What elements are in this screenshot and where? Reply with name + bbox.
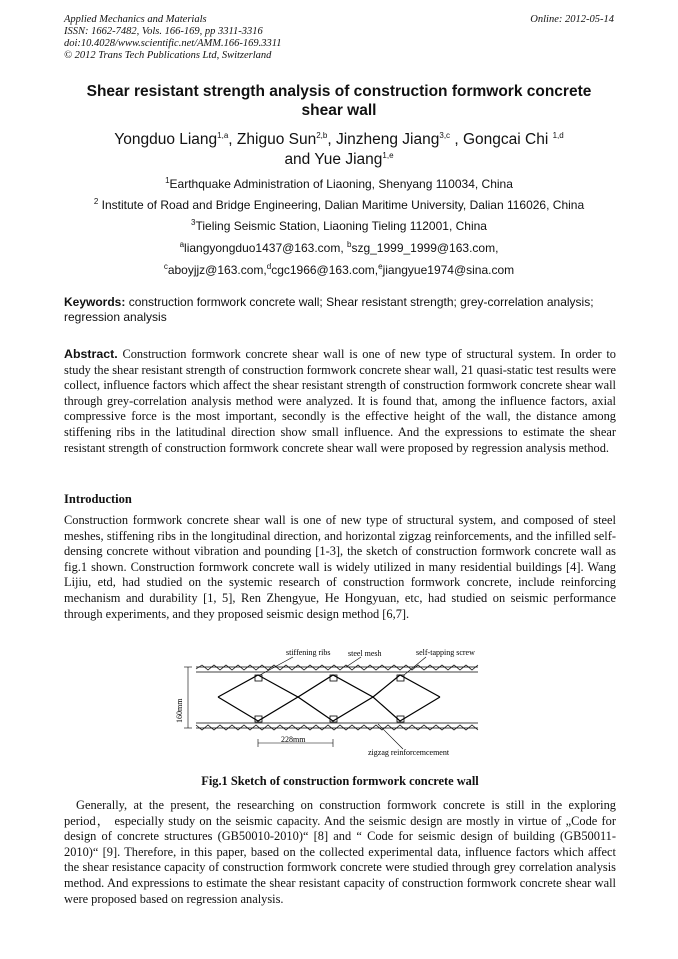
affiliation-text: Earthquake Administration of Liaoning, Shenyang 110034, China bbox=[169, 177, 513, 191]
label-steel-mesh: steel mesh bbox=[348, 649, 382, 658]
wall-top-edge bbox=[196, 665, 478, 672]
affiliation-text: Institute of Road and Bridge Engineering, Dalian Maritime University, Dalian 116026, China bbox=[98, 198, 585, 212]
author-name: Jinzheng Jiang bbox=[335, 131, 440, 148]
online-date: Online: 2012-05-14 bbox=[530, 14, 614, 25]
affiliation-num: 1 bbox=[165, 176, 170, 185]
author-name: Yongduo Liang bbox=[114, 131, 218, 148]
author-sep: , bbox=[450, 131, 463, 148]
author-list bbox=[64, 130, 614, 170]
paragraph-2: Generally, at the present, the researching on construction formwork concrete is still in the exploring period， especially study on the seismic capacity. And the seismic design are mostly in virtue of „Code for design of concrete structures (GB50010-2010)“ [8] and “ Code for seismic design of building (GB50011-2010)“ [9]. Therefore, in this paper, based on the collected experimental data, influence factors which affect the shear resistance capacity of construction formwork concrete were studied through grey correlation analysis method. And expressions to estimate the shear resistant capacity of construction formwork concrete shear wall were proposed based on regression analysis. bbox=[64, 798, 616, 906]
zigzag-reinforcement-upper bbox=[218, 675, 440, 697]
figure-1-sketch bbox=[175, 645, 498, 765]
email-line-1 bbox=[40, 241, 638, 255]
abstract-label: Abstract. bbox=[64, 347, 118, 361]
copyright-line: © 2012 Trans Tech Publications Ltd, Switzerland bbox=[64, 50, 272, 61]
email-sup: d bbox=[266, 262, 272, 271]
author-sep: , bbox=[228, 131, 237, 148]
intro-heading: Introduction bbox=[64, 492, 132, 506]
email-sup: a bbox=[179, 240, 185, 249]
intro-paragraph: Construction formwork concrete shear wall is one of new type of structural system, and composed of steel meshes, stiffening ribs in the longitudinal direction, and horizontal zigzag reinforcements, and the infilled self-densing concrete without vibration and pounding [1-3], the sketch of construction formwork concrete wall as fig.1 shown. Construction formwork concrete wall is widely utilized in many residential buildings [4]. Wang Lijiu, etd, had studied on the systemic research of construction formwork concrete, include reinforcing mechanism and durability [1, 5], Ren Zhengyue, He Hongyuan, etc, had studied on seismic performance through experiments, and they proposed seismic design method [6,7]. bbox=[64, 513, 616, 621]
affiliation-num: 3 bbox=[191, 218, 196, 227]
wall-bottom-edge bbox=[196, 723, 478, 730]
keywords bbox=[64, 295, 616, 325]
author-name: and Yue Jiang bbox=[284, 151, 383, 168]
email-d: cgc1966@163.com, bbox=[271, 263, 379, 277]
email-sup: c bbox=[163, 262, 168, 271]
affiliation-2 bbox=[40, 198, 638, 212]
author-name: Zhiguo Sun bbox=[236, 131, 317, 148]
affiliation-text: Tieling Seismic Station, Liaoning Tieling 112001, China bbox=[195, 219, 487, 233]
label-self-tapping-screw: self-tapping screw bbox=[416, 648, 475, 657]
email-sup: e bbox=[378, 262, 383, 271]
doi-line: doi:10.4028/www.scientific.net/AMM.166-169.3311 bbox=[64, 38, 282, 49]
email-c: aboyjjz@163.com, bbox=[167, 263, 267, 277]
author-sup: 1,d bbox=[552, 130, 564, 140]
zigzag-reinforcement-lower bbox=[218, 697, 440, 721]
keywords-text: construction formwork concrete wall; Shear resistant strength; grey-correlation analysis; regression analysis bbox=[64, 295, 594, 324]
author-sup: 3,c bbox=[439, 130, 451, 140]
author-sep: , bbox=[327, 131, 336, 148]
author-name: Gongcai Chi bbox=[462, 131, 553, 148]
author-sup: 1,e bbox=[382, 150, 394, 160]
paper-title: Shear resistant strength analysis of construction formwork concrete shear wall bbox=[86, 83, 592, 119]
email-line-2 bbox=[40, 263, 638, 277]
author-sup: 1,a bbox=[217, 130, 229, 140]
email-a: liangyongduo1437@163.com, bbox=[184, 241, 347, 255]
affiliation-num: 2 bbox=[93, 197, 99, 206]
journal-name: Applied Mechanics and Materials bbox=[64, 14, 207, 25]
label-zigzag: zigzag reinforcemcement bbox=[368, 748, 450, 757]
email-e: jiangyue1974@sina.com bbox=[382, 263, 515, 277]
author-sup: 2,b bbox=[316, 130, 328, 140]
label-height: 160mm bbox=[175, 698, 184, 723]
figure-caption: Fig.1 Sketch of construction formwork concrete wall bbox=[201, 774, 479, 788]
keywords-label: Keywords: bbox=[64, 295, 126, 309]
affiliation-3 bbox=[40, 219, 638, 233]
email-b: szg_1999_1999@163.com, bbox=[351, 241, 499, 255]
email-sup: b bbox=[347, 240, 352, 249]
abstract bbox=[64, 347, 616, 456]
affiliation-1 bbox=[40, 177, 638, 191]
label-stiffening-ribs: stiffening ribs bbox=[286, 648, 331, 657]
label-spacing: 228mm bbox=[281, 735, 306, 744]
issn-line: ISSN: 1662-7482, Vols. 166-169, pp 3311-3316 bbox=[64, 26, 263, 37]
journal-header bbox=[64, 14, 281, 62]
stiffening-rib-markers bbox=[255, 675, 404, 722]
abstract-text: Construction formwork concrete shear wall is one of new type of structural system. In order to study the shear resistant strength of construction formwork concrete shear wall, 21 quasi-static test results were collect, influence factors which affect the shear resistant strength of construction formwork concrete shear wall through grey-correlation analysis method were analyzed. It is found that, among the influence factors, axial compressive force is the most important, secondly is the effective height of the wall, the distance among stiffening ribs in the latitudinal direction show small influence. And the expressions to estimate the shear resistant strength of construction formwork concrete shear wall were proposed by regression analysis method. bbox=[64, 347, 616, 455]
